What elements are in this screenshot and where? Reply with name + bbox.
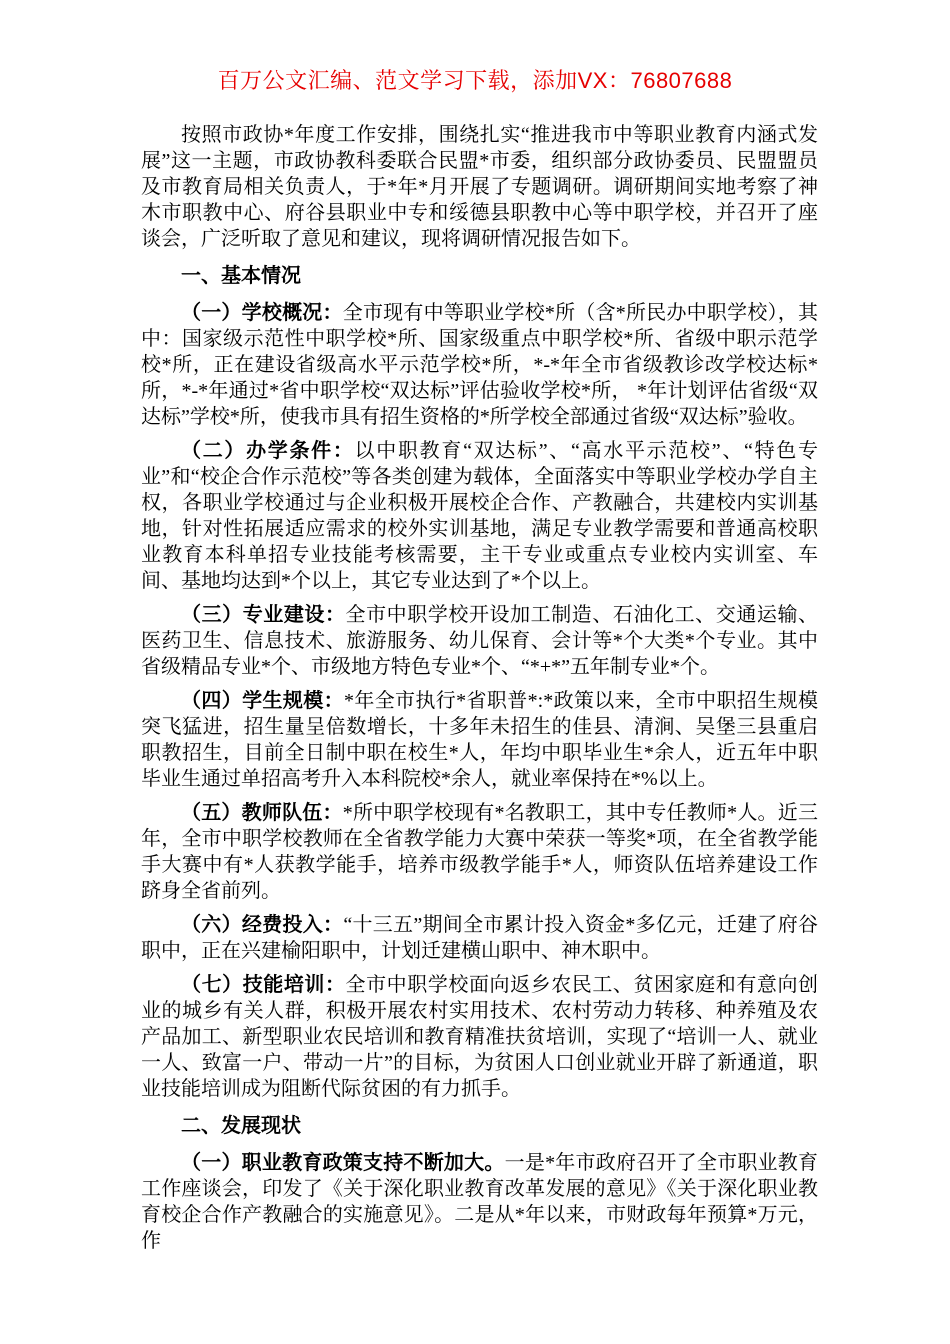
paragraph-school-conditions bbox=[141, 438, 818, 594]
paragraph-text: 全市中职学校开设加工制造、石油化工、交通运输、医药卫生、信息技术、旅游服务、幼儿保育、会计等*个大类*个专业。其中省级精品专业*个、市级地方特色专业*个、“*+*”五年制专业*个。 bbox=[141, 604, 819, 678]
paragraph-lead: （一）职业教育政策支持不断加大。 bbox=[181, 1152, 505, 1174]
paragraph-lead: （三）专业建设： bbox=[181, 604, 346, 626]
section-heading-development-status bbox=[141, 1113, 818, 1139]
paragraph-text: 以中职教育“双达标”、“高水平示范校”、“特色专业”和“校企合作示范校”等各类创建为载体，全面落实中等职业学校办学自主权，各职业学校通过与企业积极开展校企合作、产教融合，共建校内实训基地，针对性拓展适应需求的校外实训基地，满足专业教学需要和普通高校职业教育本科单招专业技能考核需要，主干专业或重点专业校内实训室、车间、基地均达到*个以上，其它专业达到了*个以上。 bbox=[141, 440, 818, 592]
paragraph-major-construction bbox=[141, 602, 818, 680]
paragraph-lead: （二）办学条件： bbox=[181, 440, 355, 462]
paragraph-teacher-team bbox=[141, 800, 818, 904]
document-body bbox=[141, 122, 818, 1254]
paragraph-text: *所中职学校现有*名教职工，其中专任教师*人。近三年，全市中职学校教师在全省教学能力大赛中荣获一等奖*项，在全省教学能手大赛中有*人获教学能手，培养市级教学能手*人，师资队伍培养建设工作跻身全省前列。 bbox=[141, 802, 818, 902]
paragraph-lead: （一）学校概况： bbox=[181, 302, 343, 324]
paragraph-lead: （四）学生规模： bbox=[181, 690, 344, 712]
heading-text: 一、基本情况 bbox=[181, 265, 301, 287]
paragraph-lead: （七）技能培训： bbox=[181, 974, 346, 996]
paragraph-text: *年全市执行*省职普*:*政策以来，全市中职招生规模突飞猛进，招生量呈倍数增长，十多年未招生的佳县、清涧、吴堡三县重启职教招生，目前全日制中职在校生*人，年均中职毕业生*余人，近五年中职毕业生通过单招高考升入本科院校*余人，就业率保持在*%以上。 bbox=[141, 690, 818, 790]
paragraph-lead: （六）经费投入： bbox=[181, 914, 344, 936]
paragraph-text: “十三五”期间全市累计投入资金*多亿元，迁建了府谷职中，正在兴建榆阳职中，计划迁建横山职中、神木职中。 bbox=[141, 914, 818, 962]
paragraph-funding-investment bbox=[141, 912, 818, 964]
section-heading-basic-situation bbox=[141, 263, 818, 289]
heading-text: 二、发展现状 bbox=[181, 1115, 301, 1137]
paragraph-school-overview bbox=[141, 300, 818, 430]
header-notice-banner: 百万公文汇编、范文学习下载，添加VX：76807688 bbox=[217, 68, 733, 93]
paragraph-intro bbox=[141, 122, 818, 252]
paragraph-text: 按照市政协*年度工作安排，围绕扎实“推进我市中等职业教育内涵式发展”这一主题，市政协教科委联合民盟*市委，组织部分政协委员、民盟盟员及市教育局相关负责人，于*年*月开展了专题调研。调研期间实地考察了神木市职教中心、府谷县职业中专和绥德县职教中心等中职学校，并召开了座谈会，广泛听取了意见和建议，现将调研情况报告如下。 bbox=[141, 124, 818, 250]
paragraph-policy-support bbox=[141, 1150, 818, 1254]
paragraph-text: 一是*年市政府召开了全市职业教育工作座谈会，印发了《关于深化职业教育改革发展的意见》《关于深化职业教育校企合作产教融合的实施意见》。二是从*年以来，市财政每年预算*万元，作 bbox=[141, 1152, 819, 1252]
paragraph-text: 全市中职学校面向返乡农民工、贫困家庭和有意向创业的城乡有关人群，积极开展农村实用技术、农村劳动力转移、种养殖及农产品加工、新型职业农民培训和教育精准扶贫培训，实现了“培训一人、就业一人、致富一户、带动一片”的目标，为贫困人口创业就业开辟了新通道，职业技能培训成为阻断代际贫困的有力抓手。 bbox=[141, 974, 819, 1100]
paragraph-text: 全市现有中等职业学校*所（含*所民办中职学校），其中：国家级示范性中职学校*所、国家级重点中职学校*所、省级中职示范学校*所，正在建设省级高水平示范学校*所，*-*年全市省级教诊改学校达标*所，*-*年通过*省中职学校“双达标”评估验收学校*所， *年计划评估省级“双达标”学校*所，使我市具有招生资格的*所学校全部通过省级“双达标”验收。 bbox=[141, 302, 818, 428]
paragraph-skills-training bbox=[141, 972, 818, 1102]
paragraph-lead: （五）教师队伍： bbox=[181, 802, 343, 824]
paragraph-student-scale bbox=[141, 688, 818, 792]
